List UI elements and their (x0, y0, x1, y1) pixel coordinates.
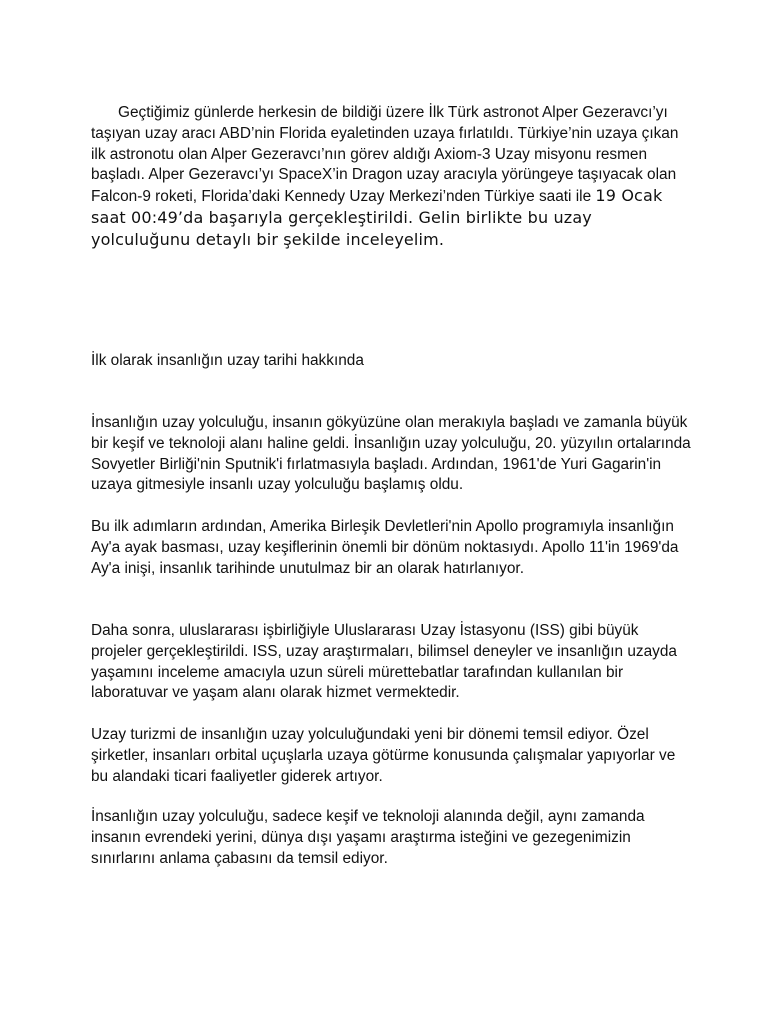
section-heading: İlk olarak insanlığın uzay tarihi hakkında (91, 352, 364, 369)
body-paragraph: Daha sonra, uluslararası işbirliğiyle Uluslararası Uzay İstasyonu (ISS) gibi büyük projeler gerçekleştirildi. ISS, uzay araştırmaları, bilimsel deneyler ve insanlığın uzayda yaşamını inceleme amacıyla uzun süreli mürettebatlar tarafından kullanılan bir laboratuvar ve yaşam alanı olarak hizmet vermektedir. (91, 622, 677, 702)
intro-text-large: 19 Ocak saat 00:49’da başarıyla gerçekleştirildi. Gelin birlikte bu uzay yolculuğunu detaylı bir şekilde inceleyelim. (91, 186, 663, 249)
body-paragraph: İnsanlığın uzay yolculuğu, insanın gökyüzüne olan merakıyla başladı ve zamanla büyük bir keşif ve teknoloji alanı haline geldi. İnsanlığın uzay yolculuğu, 20. yüzyılın ortalarında Sovyetler Birliği'nin Sputnik'i fırlatmasıyla başladı. Ardından, 1961'de Yuri Gagarin'in uzaya gitmesiyle insanlı uzay yolculuğu başlamış oldu. (91, 414, 691, 494)
intro-paragraph (91, 103, 691, 252)
body-paragraph: Uzay turizmi de insanlığın uzay yolculuğundaki yeni bir dönemi temsil ediyor. Özel şirketler, insanları orbital uçuşlarla uzaya götürme konusunda çalışmalar yapıyorlar ve bu alandaki ticari faaliyetler giderek artıyor. (91, 726, 676, 785)
body-paragraph: İnsanlığın uzay yolculuğu, sadece keşif ve teknoloji alanında değil, aynı zamanda insanın evrendeki yerini, dünya dışı yaşamı araştırma isteğini ve gezegenimizin sınırlarını anlama çabasını da temsil ediyor. (91, 808, 645, 867)
body-paragraph: Bu ilk adımların ardından, Amerika Birleşik Devletleri'nin Apollo programıyla insanlığın Ay'a ayak basması, uzay keşiflerinin önemli bir dönüm noktasıydı. Apollo 11'in 1969'da Ay'a inişi, insanlık tarihinde unutulmaz bir an olarak hatırlanıyor. (91, 518, 679, 577)
intro-text: Geçtiğimiz günlerde herkesin de bildiği üzere İlk Türk astronot Alper Gezeravcı’yı taşıyan uzay aracı ABD’nin Florida eyaletinden uzaya fırlatıldı. Türkiye’nin uzaya çıkan ilk astronotu olan Alper Gezeravcı’nın görev aldığı Axiom-3 Uzay misyonu resmen başladı. Alper Gezeravcı’yı SpaceX’in Dragon uzay aracıyla yörüngeye taşıyacak olan Falcon-9 roketi, Florida’daki Kennedy Uzay Merkezi’nden Türkiye saati ile (91, 104, 679, 206)
